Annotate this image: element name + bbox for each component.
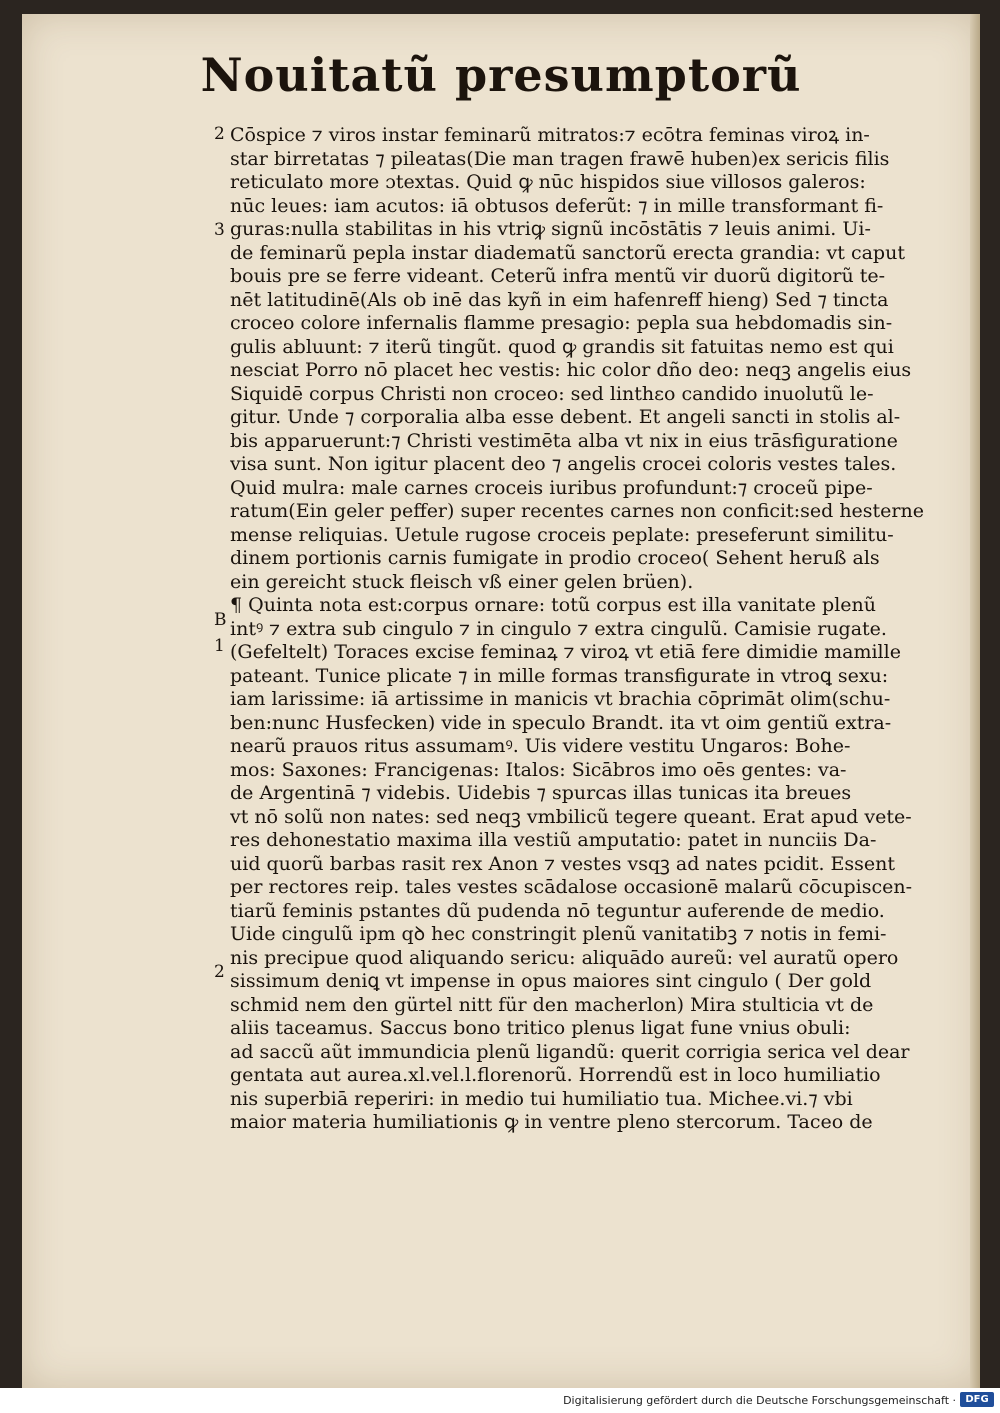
margin-marker: 3: [214, 220, 225, 240]
text-line: vt nō solũ non nates: sed neqꝫ vmbilicũ tegere queant. Erat apud vete-: [230, 805, 912, 828]
page-heading: Nouitatũ presumptorũ: [200, 48, 802, 102]
page-edge: [970, 14, 980, 1388]
text-line: ben:nunc Husfecken) vide in speculo Brandt. ita vt oim gentiũ extra-: [230, 711, 892, 734]
text-line: de feminarũ pepla instar diadematũ sanctorũ erecta grandia: vt caput: [230, 241, 905, 264]
text-line: Cōspice ⁊ viros instar feminarũ mitratos:⁊ ecōtra feminas viroꝝ in-: [230, 124, 870, 146]
text-block: [230, 124, 960, 1135]
text-line: nearũ prauos ritus assumamꝰ. Uis videre vestitu Ungaros: Bohe-: [230, 735, 851, 757]
text-line: Uide cingulũ ipm qꝺ hec constringit plenũ vanitatibꝫ ⁊ notis in femi-: [230, 923, 887, 945]
text-line: schmid nem den gürtel nitt für den macherlon) Mira stulticia vt de: [230, 993, 874, 1016]
text-line: maior materia humiliationis ꝙ in ventre pleno stercorum. Taceo de: [230, 1111, 873, 1133]
text-line: nesciat Porro nō placet hec vestis: hic color dño deo: neqꝫ angelis eius: [230, 359, 912, 381]
text-line: reticulato more ɔtextas. Quid ꝙ nūc hispidos siue villosos galeros:: [230, 171, 866, 193]
text-line: ein gereicht stuck fleisch vß einer gelen brüen).: [230, 570, 694, 593]
book-page: [22, 14, 980, 1388]
text-line: pateant. Tunice plicate ⁊ in mille formas transfigurate in vtroꝗ sexu:: [230, 664, 889, 687]
text-line: Siquidē corpus Christi non croceo: sed linthεo candido inuolutũ le-: [230, 382, 874, 405]
text-line: bis apparuerunt:⁊ Christi vestimēta alba vt nix in eius trāsfiguratione: [230, 429, 898, 452]
text-line: visa sunt. Non igitur placent deo ⁊ angelis crocei coloris vestes tales.: [230, 453, 897, 475]
text-line: guras:nulla stabilitas in his vtriꝙ signũ incōstātis ⁊ leuis animi. Ui-: [230, 218, 871, 240]
text-line: de Argentinā ⁊ videbis. Uidebis ⁊ spurcas illas tunicas ita breues: [230, 782, 852, 804]
text-line: intꝰ ⁊ extra sub cingulo ⁊ in cingulo ⁊ extra cingulũ. Camisie rugate.: [230, 617, 887, 640]
text-line: gentata aut aurea.xl.vel.l.florenorũ. Horrendũ est in loco humiliatio: [230, 1064, 881, 1086]
margin-marker: 2: [214, 124, 225, 144]
text-line: iam larissime: iā artissime in manicis vt brachia cōprimāt olim(schu-: [230, 688, 891, 710]
dfg-logo: DFG: [960, 1392, 994, 1407]
margin-marker: B: [214, 610, 227, 630]
text-line: mense reliquias. Uetule rugose croceis peplate: preseferunt similitu-: [230, 523, 894, 546]
text-line: nis precipue quod aliquando sericu: aliquādo aureũ: vel auratũ opero: [230, 946, 899, 969]
text-line: res dehonestatio maxima illa vestiũ amputatio: patet in nunciis Da-: [230, 829, 877, 851]
margin-marker: 2: [214, 962, 225, 982]
text-line: ¶ Quinta nota est:corpus ornare: totũ corpus est illa vanitate plenũ: [230, 594, 876, 616]
text-line: aliis taceamus. Saccus bono tritico plenus ligat fune vnius obuli:: [230, 1017, 851, 1039]
text-line: nēt latitudinē(Als ob inē das kyñ in eim hafenreff hieng) Sed ⁊ tincta: [230, 288, 889, 311]
text-line: croceo colore infernalis flamme presagio: pepla sua hebdomadis sin-: [230, 312, 893, 334]
text-line: nūc leues: iam acutos: iā obtusos deferũt: ⁊ in mille transformant fi-: [230, 194, 884, 217]
text-line: Quid mulra: male carnes croceis iuribus profundunt:⁊ croceũ pipe-: [230, 476, 873, 499]
funding-credit: Digitalisierung gefördert durch die Deutsche Forschungsgemeinschaft ·: [563, 1394, 956, 1407]
text-line: per rectores reip. tales vestes scādalose occasionē malarũ cōcupiscen-: [230, 876, 912, 898]
text-line: star birretatas ⁊ pileatas(Die man tragen frawē huben)ex sericis filis: [230, 147, 890, 170]
text-line: bouis pre se ferre videant. Ceterũ infra mentũ vir duorũ digitorũ te-: [230, 265, 886, 287]
margin-marker: 1: [214, 636, 225, 656]
text-line: uid quorũ barbas rasit rex Anon ⁊ vestes vsqꝫ ad nates pcidit. Essent: [230, 852, 896, 875]
text-line: tiarũ feminis pstantes dũ pudenda nō teguntur auferende de medio.: [230, 899, 885, 922]
text-line: ratum(Ein geler peffer) super recentes carnes non conficit:sed hesterne: [230, 500, 924, 522]
text-line: dinem portionis carnis fumigate in prodio croceo( Sehent heruß als: [230, 547, 880, 569]
text-line: nis superbiā reperiri: in medio tui humiliatio tua. Michee.vi.⁊ vbi: [230, 1087, 853, 1110]
text-line: sissimum deniꝗ vt impense in opus maiores sint cingulo ( Der gold: [230, 970, 872, 992]
text-line: (Gefeltelt) Toraces excise feminaꝝ ⁊ viroꝝ vt etiā fere dimidie mamille: [230, 641, 901, 663]
text-line: gulis abluunt: ⁊ iterũ tingũt. quod ꝙ grandis sit fatuitas nemo est qui: [230, 335, 894, 358]
text-line: ad saccũ aũt immundicia plenũ ligandũ: querit corrigia serica vel dear: [230, 1040, 910, 1063]
text-line: mos: Saxones: Francigenas: Italos: Sicābros imo oēs gentes: va-: [230, 758, 847, 781]
footer-bar: [0, 1388, 1000, 1413]
text-line: gitur. Unde ⁊ corporalia alba esse debent. Et angeli sancti in stolis al-: [230, 406, 901, 428]
